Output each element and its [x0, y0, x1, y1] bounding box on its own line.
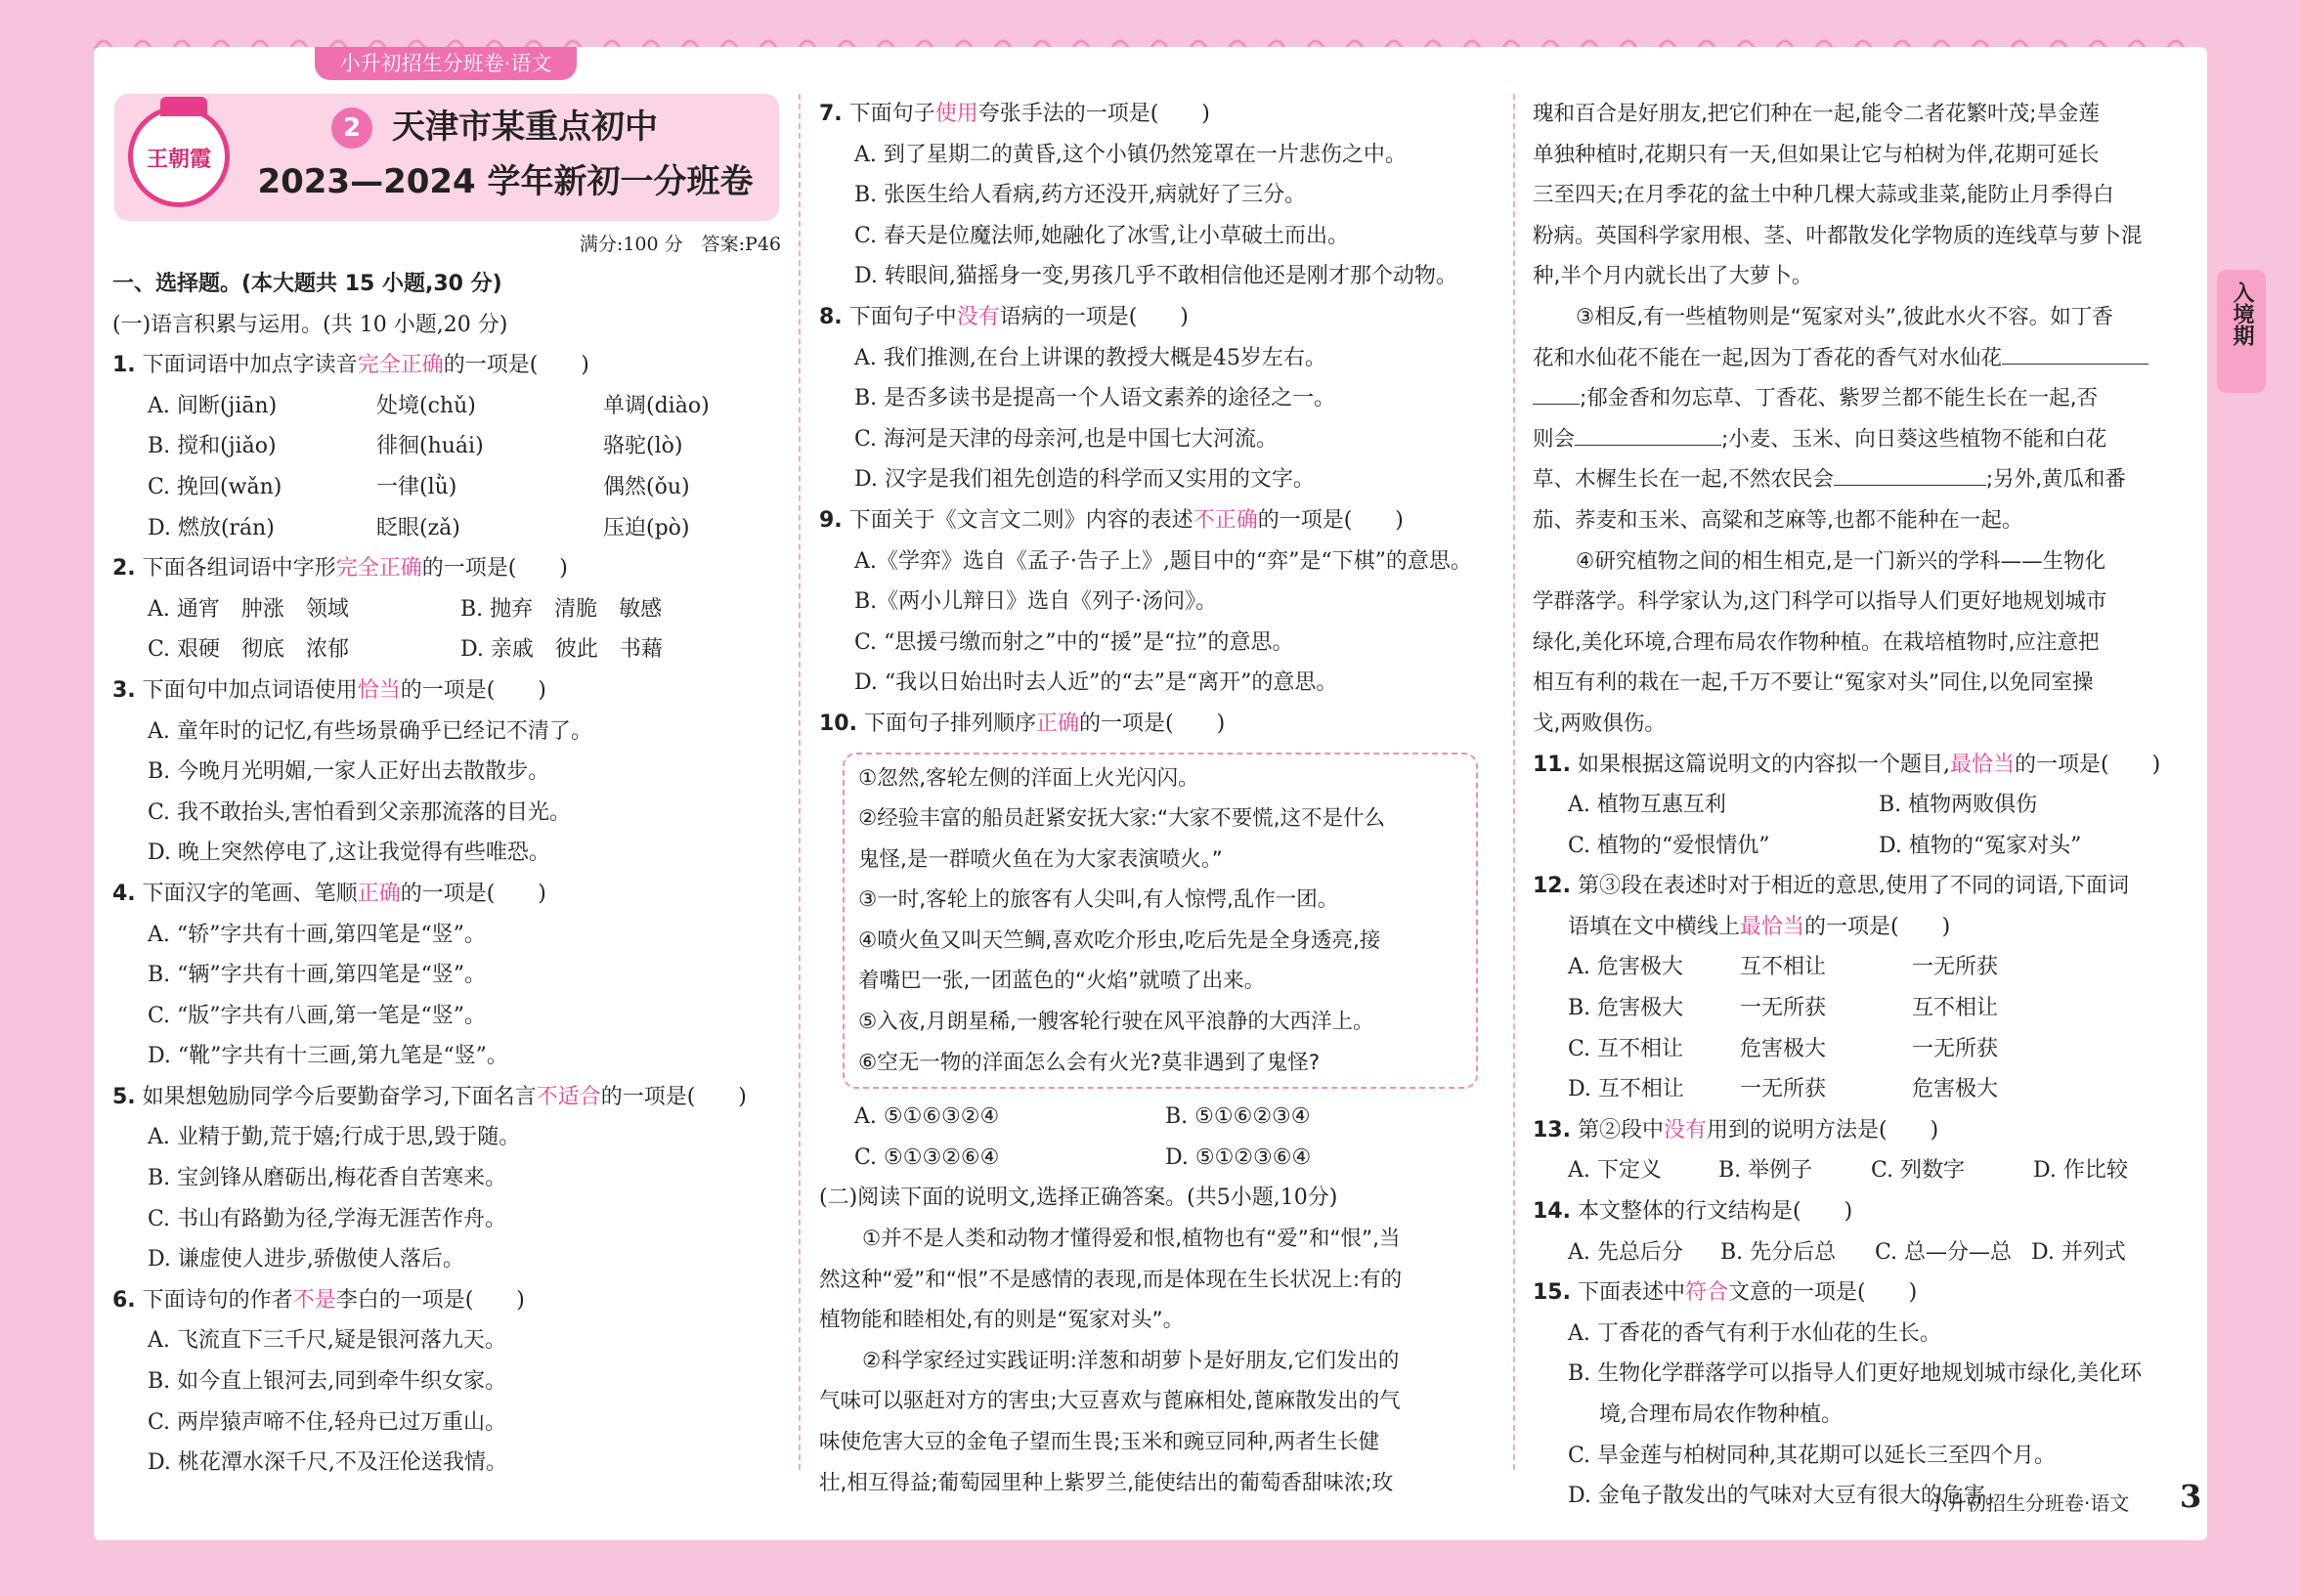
question-1: 1. 下面词语中加点字读音完全正确的一项是( ) [112, 353, 589, 378]
question-5: 5. 如果想勉励同学今后要勤奋学习,下面名言不适合的一项是( ) [112, 1084, 747, 1109]
crown-icon [160, 97, 207, 116]
passage-paragraph-2-cont: 瑰和百合是好朋友,把它们种在一起,能令二者花繁叶茂;旱金莲 单独种植时,花期只有一天,但如果让它与柏树为伴,花期可延长 三至四天;在月季花的盆土中种几棵大蒜或韭菜,能防止月季得白 粉病。英国科学家用根、茎、叶都散发化学物质的连线草与萝卜混 种,半个月内就长出了大萝卜。 [1533, 102, 2143, 289]
title-banner [114, 94, 779, 221]
question-11: 11. 如果根据这篇说明文的内容拟一个题目,最恰当的一项是( ) [1533, 752, 2161, 777]
fill-blank-1[interactable] [2002, 339, 2148, 365]
passage-paragraph-3: ③相反,有一些植物则是“冤家对头”,彼此水火不容。如丁香 花和水仙花不能在一起,因为丁香花的香气对水仙花 ;郁金香和勿忘草、丁香花、紫罗兰都不能生长在一起,否 则会 ;小麦、玉米、向日葵这些植物不能和白花 草、木樨生长在一起,不然农民会 ;另外,黄瓜和番 茄、荞麦和玉米、高粱和芝麻等,也都不能种在一起。 [1533, 297, 2207, 541]
q2-options: A. 通宵 肿涨 领域 B. 抛弃 清脆 敏感 C. 艰硬 彻底 浓郁 D. 亲戚 彼此 书藉 [148, 596, 663, 663]
question-12: 12. 第③段在表述时对于相近的意思,使用了不同的词语,下面词 [1533, 874, 2129, 899]
q7-option: A. 到了星期二的黄昏,这个小镇仍然笼罩在一片悲伤之中。 [854, 142, 1407, 167]
publisher-logo [128, 106, 230, 207]
q14-options: A. 先总后分 B. 先分后总 C. 总—分—总 D. 并列式 [1568, 1239, 2126, 1265]
q7-option: C. 春天是位魔法师,她融化了冰雪,让小草破土而出。 [854, 223, 1350, 248]
passage-paragraph-1: ①并不是人类和动物才懂得爱和恨,植物也有“爱”和“恨”,当 然这种“爱”和“恨”不是感情的表现,而是体现在生长状况上:有的 植物能和睦相处,有的则是“冤家对头”。 [819, 1227, 1403, 1333]
q11-options: A. 植物互惠互利 B. 植物两败俱伤 C. 植物的“爱恨情仇” D. 植物的“冤家对头” [1568, 793, 2082, 858]
q3-option: A. 童年时的记忆,有些场景确乎已经记不清了。 [148, 718, 592, 744]
logo-text: 王朝霞 [146, 147, 211, 172]
sentence-line: ②经验丰富的船员赶紧安抚大家:“大家不要慌,这不是什么 [858, 806, 1385, 832]
q12-options: A. 危害极大 互不相让 一无所获 B. 危害极大 一无所获 互不相让 C. 互不相让 危害极大 一无所获 D. 互不相让 一无所获 危害极大 [1568, 955, 1999, 1102]
side-tab [2217, 270, 2266, 393]
q6-option: D. 桃花潭水深千尺,不及汪伦送我情。 [148, 1450, 507, 1476]
column-divider-1 [799, 94, 801, 1470]
q5-option: A. 业精于勤,荒于嬉;行成于思,毁于随。 [148, 1125, 521, 1150]
column-2 [819, 94, 1496, 1503]
title-line-1: 天津市某重点初中 [392, 108, 658, 147]
question-9: 9. 下面关于《文言文二则》内容的表述不正确的一项是( ) [819, 507, 1404, 533]
q3-option: B. 今晚月光明媚,一家人正好出去散散步。 [148, 759, 550, 785]
question-8: 8. 下面句子中没有语病的一项是( ) [819, 304, 1189, 329]
q15-option-cont: 境,合理布局农作物种植。 [1599, 1402, 1843, 1427]
q4-option: B. “辆”字共有十画,第四笔是“竖”。 [148, 963, 487, 988]
question-3: 3. 下面句中加点词语使用恰当的一项是( ) [112, 677, 546, 703]
paper-number: 2 [331, 108, 372, 149]
question-14: 14. 本文整体的行文结构是( ) [1533, 1199, 1853, 1225]
q5-option: C. 书山有路勤为径,学海无涯苦作舟。 [148, 1206, 507, 1231]
fill-blank-2[interactable] [1575, 420, 1721, 446]
question-10: 10. 下面句子排列顺序正确的一项是( ) [819, 711, 1226, 736]
sentence-line: ⑥空无一物的洋面怎么会有火光?莫非遇到了鬼怪? [858, 1050, 1321, 1075]
question-15: 15. 下面表述中符合文意的一项是( ) [1533, 1280, 1918, 1306]
q8-option: D. 汉字是我们祖先创造的科学而又实用的文字。 [854, 467, 1315, 493]
q4-option: A. “轿”字共有十画,第四笔是“竖”。 [148, 922, 486, 947]
q9-option: A.《学弈》选自《孟子·告子上》,题目中的“弈”是“下棋”的意思。 [854, 548, 1472, 574]
q15-option: B. 生物化学群落学可以指导人们更好地规划城市绿化,美化环 [1568, 1361, 2143, 1387]
column-1 [112, 94, 787, 1484]
fill-blank-3[interactable] [1834, 460, 1986, 486]
q15-option: A. 丁香花的香气有利于水仙花的生长。 [1568, 1320, 1941, 1346]
column-3 [1533, 94, 2207, 1517]
q3-option: C. 我不敢抬头,害怕看到父亲那流落的目光。 [148, 799, 572, 825]
sentence-line: ③一时,客轮上的旅客有人尖叫,有人惊愕,乱作一团。 [858, 887, 1339, 913]
footer-text: 小升初招生分班卷·语文 [1928, 1491, 2130, 1515]
title-line-2: 2023—2024 学年新初一分班卷 [257, 162, 754, 201]
fill-blank-1-cont[interactable] [1533, 379, 1580, 405]
q7-option: B. 张医生给人看病,药方还没开,病就好了三分。 [854, 183, 1307, 208]
q8-option: A. 我们推测,在台上讲课的教授大概是45岁左右。 [854, 345, 1326, 370]
q6-option: B. 如今直上银河去,同到牵牛织女家。 [148, 1369, 507, 1395]
q6-option: A. 飞流直下三千尺,疑是银河落九天。 [148, 1328, 506, 1354]
q9-option: B.《两小儿辩日》选自《列子·汤问》。 [854, 589, 1218, 615]
sentence-line: ⑤入夜,月朗星稀,一艘客轮行驶在风平浪静的大西洋上。 [858, 1010, 1374, 1035]
header-tab: 小升初招生分班卷·语文 [315, 47, 577, 80]
passage-paragraph-2: ②科学家经过实践证明:洋葱和胡萝卜是好朋友,它们发出的 气味可以驱赶对方的害虫;大豆喜欢与蓖麻相处,蓖麻散发出的气 味使危害大豆的金龟子望而生畏;玉米和豌豆同种,两者生长健 壮,相互得益;葡萄园里种上紫罗兰,能使结出的葡萄香甜味浓;玫 [819, 1348, 1401, 1495]
column-divider-2 [1513, 94, 1515, 1470]
sentence-line: ①忽然,客轮左侧的洋面上火光闪闪。 [858, 765, 1199, 791]
q8-option: B. 是否多读书是提高一个人语文素养的途径之一。 [854, 386, 1336, 411]
q13-options: A. 下定义 B. 举例子 C. 列数字 D. 作比较 [1568, 1158, 2128, 1184]
q5-option: B. 宝剑锋从磨砺出,梅花香自苦寒来。 [148, 1166, 507, 1191]
q1-options: A. 间断(jiān) 处境(chǔ) 单调(diào) B. 搅和(jiǎo) 徘徊(huái) 骆驼(lò) C. 挽回(wǎn) 一律(lǜ) 偶然(ǒu) D. 燃放(rán) 眨眼(zǎ) 压迫(pò) [148, 393, 710, 540]
question-6: 6. 下面诗句的作者不是李白的一项是( ) [112, 1287, 525, 1313]
q9-option: D. “我以日始出时去人近”的“去”是“离开”的意思。 [854, 670, 1338, 696]
q8-option: C. 海河是天津的母亲河,也是中国七大河流。 [854, 426, 1279, 452]
sentence-line: ④喷火鱼又叫天竺鲷,喜欢吃介形虫,吃后先是全身透亮,接 [858, 927, 1381, 953]
section-1-title: 一、选择题。(本大题共 15 小题,30 分) [112, 272, 502, 296]
q7-option: D. 转眼间,猫摇身一变,男孩几乎不敢相信他还是刚才那个动物。 [854, 264, 1457, 289]
score-info: 满分:100 分 答案:P46 [579, 234, 781, 255]
page-number: 3 [2180, 1478, 2202, 1515]
q15-option: D. 金龟子散发出的气味对大豆有很大的危害。 [1568, 1484, 2007, 1509]
q15-option: C. 旱金莲与柏树同种,其花期可以延长三至四个月。 [1568, 1443, 2057, 1468]
section-2-title: (二)阅读下面的说明文,选择正确答案。(共5小题,10分) [819, 1186, 1338, 1211]
passage-paragraph-4: ④研究植物之间的相生相克,是一门新兴的学科——生物化 学群落学。科学家认为,这门科学可以指导人们更好地规划城市 绿化,美化环境,合理布局农作物种植。在栽培植物时,应注意把 相互有利的栽在一起,千万不要让“冤家对头”同住,以免同室操 戈,两败俱伤。 [1533, 548, 2107, 736]
q3-option: D. 晚上突然停电了,这让我觉得有些唯恐。 [148, 841, 550, 866]
question-12-line-2: 语填在文中横线上最恰当的一项是( ) [1568, 914, 1951, 939]
q5-option: D. 谦虚使人进步,骄傲使人落后。 [148, 1247, 464, 1272]
q9-option: C. “思援弓缴而射之”中的“援”是“拉”的意思。 [854, 629, 1294, 655]
question-13: 13. 第②段中没有用到的说明方法是( ) [1533, 1117, 1939, 1143]
q10-options: A. ⑤①⑥③②④ B. ⑤①⑥②③④ C. ⑤①③②⑥④ D. ⑤①②③⑥④ [854, 1104, 1312, 1170]
q4-option: D. “靴”字共有十三画,第九笔是“竖”。 [148, 1044, 508, 1069]
question-4: 4. 下面汉字的笔画、笔顺正确的一项是( ) [112, 881, 546, 906]
sentence-box [843, 753, 1478, 1090]
question-7: 7. 下面句子使用夸张手法的一项是( ) [819, 102, 1210, 126]
sentence-line: 鬼怪,是一群喷火鱼在为大家表演喷火。” [858, 846, 1223, 872]
subsection-1-title: (一)语言积累与运用。(共 10 小题,20 分) [112, 312, 508, 337]
q4-option: C. “版”字共有八画,第一笔是“竖”。 [148, 1003, 487, 1028]
sentence-line: 着嘴巴一张,一团蓝色的“火焰”就喷了出来。 [858, 969, 1266, 994]
question-2: 2. 下面各组词语中字形完全正确的一项是( ) [112, 556, 568, 582]
side-tab-label: 入境期 [2230, 281, 2254, 346]
q6-option: C. 两岸猿声啼不住,轻舟已过万重山。 [148, 1409, 507, 1435]
